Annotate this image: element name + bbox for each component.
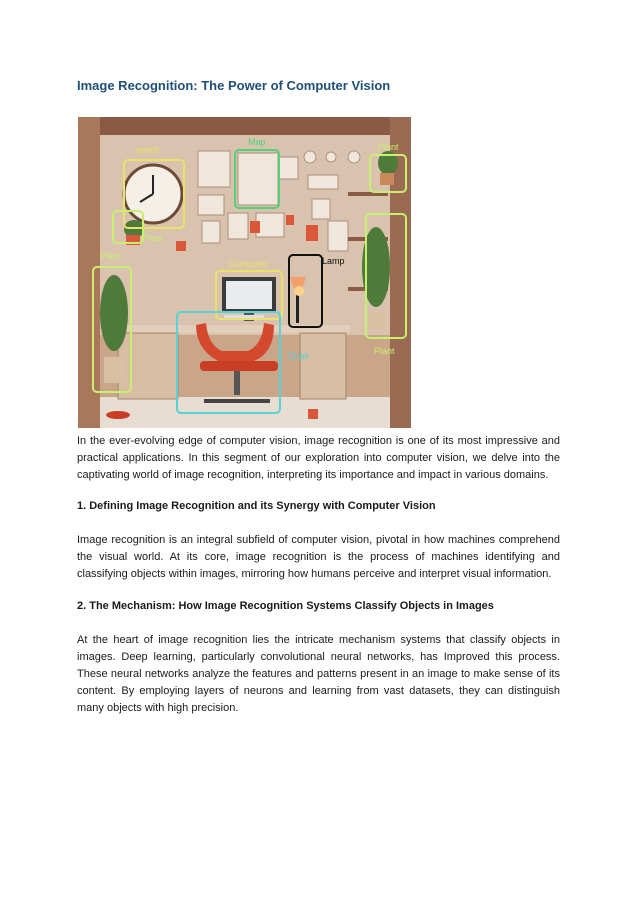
plant-small-label: Plant: [142, 233, 163, 243]
lamp-label: Lamp: [322, 256, 345, 266]
watch-label: watch: [136, 145, 160, 155]
section-2-heading: 2. The Mechanism: How Image Recognition Systems Classify Objects in Images: [77, 600, 494, 612]
plant-right-label: Plant: [374, 346, 395, 356]
section-2-paragraph: At the heart of image recognition lies the intricate mechanism systems that classify objects in images. Deep learning, particularly convolutional neural networks, has Improved this process. These neural networks analyze the features and patterns present in an image to make sense of its content. By employing layers of neurons and learning from vast datasets, they can distinguish many objects with high precision.: [77, 634, 560, 714]
computer-label: Computer: [228, 259, 268, 269]
section-1-paragraph: Image recognition is an integral subfield of computer vision, pivotal in how machines comprehend the visual world. At its core, image recognition is the process of machines identifying and classifying objects within images, mirroring how humans perceive and interpret visual information.: [77, 534, 560, 580]
section-1-heading: 1. Defining Image Recognition and its Synergy with Computer Vision: [77, 500, 436, 512]
plant-left-label: Plant: [100, 251, 121, 261]
page-title: Image Recognition: The Power of Computer Vision: [77, 78, 391, 93]
map-label: Map: [248, 137, 266, 147]
plant-top-right-label: Plant: [378, 142, 399, 152]
office-object-detection-image: [78, 117, 411, 428]
intro-paragraph: In the ever-evolving edge of computer vision, image recognition is one of its most impressive and practical applications. In this segment of our exploration into computer vision, we delve into the captivating world of image recognition, interpreting its importance and impact in various domains.: [77, 435, 560, 481]
chair-label: Chair: [288, 351, 310, 361]
